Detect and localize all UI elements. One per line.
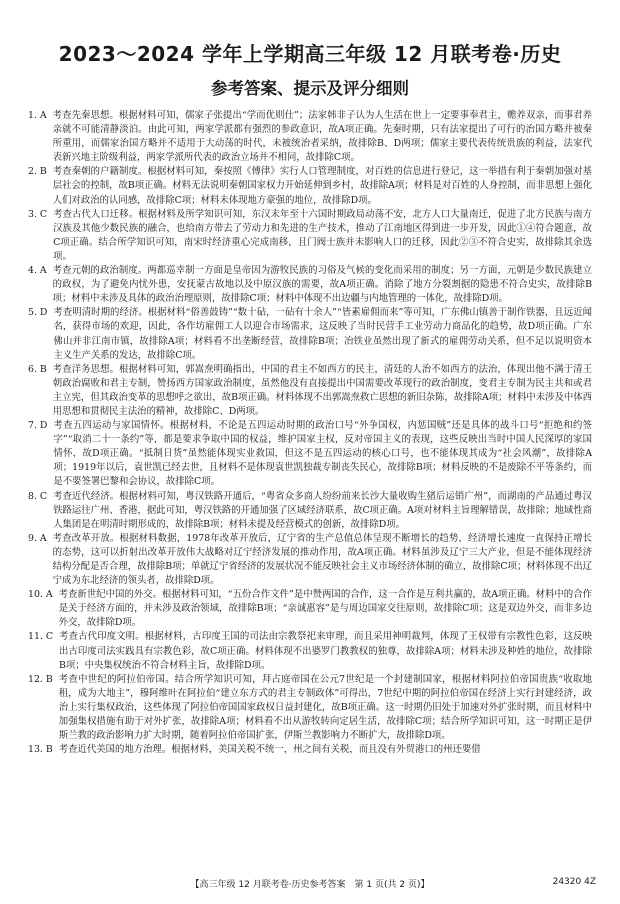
- answer-explanation: 考查近代美国的地方治理。根据材料，美国关税不统一，州之间有关税，而且没有外贸港口的州还要借: [58, 744, 481, 756]
- answer-item-9: [28, 532, 592, 588]
- answer-item-13: [28, 743, 592, 757]
- answer-number: 12. B: [28, 673, 59, 685]
- answer-number: 4. A: [28, 265, 53, 277]
- answer-number: 6. B: [28, 363, 53, 375]
- answer-explanation: 考查改革开放。根据材料数据，1978年改革开放后，辽宁省的生产总值总体呈现不断增长的趋势，经济增长速度一直保持正增长的态势，这可以折射出改革开放伟大战略对辽宁经济发展的推动作用，故A项正确。材料虽涉及辽宁三大产业，但是不能体现经济结构分配是否合理，故排除B项；单就辽宁省经济的发展状况不能反映社会主义市场经济体制的确立，故排除C项；材料体现不出辽宁成为东北经济的领头者，故排除D项。: [52, 532, 592, 587]
- answer-number: 5. D: [28, 307, 54, 319]
- answer-item-1: [28, 109, 592, 165]
- answer-explanation: 考查五四运动与家国情怀。根据材料，不论是五四运动时期的政治口号“外争国权，内惩国贼”还是具体的战斗口号“拒绝和约签字”“取消二十一条约”等，都是要求争取中国的权益，维护国家主权，反对帝国主义的表现，这些反映出当时中国人民深厚的家国情怀，故D项正确。“抵制日货”虽然能体现实业救国，但这不是五四运动的核心口号，也不能体现其成为“社会风潮”，故排除A项；1919年以后，袁世凯已经去世，且材料不是体现袁世凯独裁专制丧失民心，故排除B项；材料反映的不是废除不平等条约，而是不要签署巴黎和会协议，故排除C项。: [53, 420, 592, 488]
- answer-number: 9. A: [28, 532, 53, 544]
- page-subtitle: 参考答案、提示及评分细则: [211, 79, 409, 98]
- answer-explanation: 考查元朝的政治制度。两都巡幸制一方面是皇帝因为游牧民族的习俗及气候的变化而采用的制度；另一方面，元朝是少数民族建立的政权，为了避免内忧外患，安抚蒙古故地以及中原汉族的需要，故A项正确。消除了地方分裂割据的隐患不符合史实，故排除B项；材料中未涉及具体的政治治理原则，故排除C项；材料中体现不出边疆与内地管理的一体化，故排除D项。: [52, 265, 592, 305]
- answer-number: 7. D: [28, 420, 54, 432]
- answer-number: 3. C: [28, 208, 54, 220]
- answer-explanation: 考查明清时期的经济。根据材料“俗善鼓铸”“数十砧，一砧有十余人”“皆素雇佣而来”等可知，广东佛山镇善于制作铁器，且远近闻名，获得市场的欢迎，因此，各作坊雇佣工人以迎合市场需求，这反映了当时民营手工业劳动力商品化的趋势，故D项正确。广东佛山并非江南市镇，故排除A项；材料看不出垄断经营，故排除B项；冶铁业虽然出现了新式的雇佣劳动关系，但不足以说明资本主义生产关系的发达，故排除C项。: [53, 307, 592, 361]
- answer-number: 10. A: [28, 589, 59, 601]
- page-footer: [0, 877, 620, 891]
- answer-explanation: 考查古代印度文明。根据材料，古印度王国的司法由宗教祭祀来审理，而且采用神明裁判，体现了王权带有宗教性色彩，这反映出古印度司法实践具有宗教色彩，故C项正确。材料体现不出婆罗门教教权的独尊，故排除A项；材料未涉及种姓的地位，故排除B项；中央集权统治不符合材料主旨，故排除D项。: [59, 631, 592, 671]
- answer-explanation: 考查中世纪的阿拉伯帝国。结合所学知识可知，拜占庭帝国在公元7世纪是一个封建制国家，根据材料阿拉伯帝国贵族“收取地租，成为大地主”，穆阿维叶在阿拉伯“建立东方式的君主专制政体”可得出，7世纪中期的阿拉伯帝国在经济上实行封建经济，政治上实行集权政治，这些体现了阿拉伯帝国国家政权日益封建化，故B项正确。这一时期仍旧处于加速对外扩张时期，而且材料中加强集权措施有助于对外扩张，故排除A项；材料看不出从游牧转向定居生活，故排除C项；结合所学知识可知，这一时期正是伊斯兰教的政治影响力扩大时期，随着阿拉伯帝国扩张，伊斯兰教影响力不断扩大，故排除D项。: [58, 673, 592, 742]
- answer-item-2: [28, 165, 592, 207]
- answer-list: [28, 109, 592, 757]
- answer-number: 8. C: [28, 490, 54, 502]
- answer-explanation: 考查古代人口迁移。根据材料及所学知识可知，东汉末年至十六国时期政局动荡不安，北方人口大量南迁，促进了北方民族与南方汉族及其他少数民族的融合，也给南方带去了劳动力和先进的生产技术，推动了江南地区得到进一步开发，因此①④符合题意，故C项正确。结合所学知识可知，南宋时经济重心完成南移，且门阀士族并未影响人口的迁移，因此②③不符合史实，故排除其余选项。: [53, 208, 592, 262]
- answer-item-11: [28, 630, 592, 672]
- answer-explanation: 考查新世纪中国的外交。根据材料可知，“五份合作文件”是中赞两国的合作，这一合作是互利共赢的，故A项正确。材料中的合作是关于经济方面的，并未涉及政治领域，故排除B项；“亲诚惠容”是与周边国家交往原则，故排除C项；这是双边外交，而非多边外交，故排除D项。: [58, 589, 592, 629]
- answer-number: 1. A: [28, 110, 53, 121]
- answer-explanation: 考查先秦思想。根据材料可知，儒家子张提出“学而优则仕”；法家韩非子认为人生活在世上一定要事奉君主，赡养双亲，而事君养亲就不可能清静淡泊。由此可知，两家学派都有强烈的参政意识，故A项正确。先秦时期，只有法家提出了可行的治国方略并被秦所重用，而儒家治国方略并不适用于大动荡的时代，未被统治者采纳，故排除B、D两项；儒家主要代表传统贵族的利益，法家代表新兴地主阶级利益，两家学派所代表的政治立场并不相同，故排除C项。: [52, 110, 592, 164]
- answer-number: 11. C: [28, 631, 60, 643]
- answer-number: 13. B: [28, 744, 59, 756]
- answer-explanation: 考查近代经济。根据材料可知，粤汉铁路开通后，“粤省众多商人纷纷前来长沙大量收购生猪后运销广州”，而湖南的产品通过粤汉铁路运往广州、香港，据此可知，粤汉铁路的开通加强了区域经济联系，故C项正确。A项对材料主旨理解错误，故排除；地域性商人集团是在明清时期形成的，故排除B项；材料未提及经营模式的创新，故排除D项。: [53, 490, 593, 530]
- answer-item-6: [28, 363, 592, 419]
- answer-item-3: [28, 208, 592, 264]
- answer-explanation: 考查秦朝的户籍制度。根据材料可知，秦按照《傅律》实行人口管理制度，对百姓的信息进行登记，这一举措有利于秦朝加强对基层社会的控制，故B项正确。材料无法说明秦朝国家权力开始延伸到乡村，故排除A项；材料是对百姓的人身控制，而非思想上强化人们对政治的认同感，故排除C项；材料未体现地方豪强的地位，故排除D项。: [52, 166, 592, 206]
- footer-page-info: 【高三年级 12 月联考卷·历史参考答案 第 1 页(共 2 页)】: [190, 880, 430, 890]
- answer-item-7: [28, 419, 592, 489]
- footer-exam-code: 24320 4Z: [552, 877, 596, 887]
- answer-item-5: [28, 306, 592, 362]
- page-title: 2023～2024 学年上学期高三年级 12 月联考卷·历史: [58, 42, 562, 66]
- answer-number: 2. B: [28, 166, 53, 178]
- answer-item-8: [28, 490, 592, 532]
- answer-item-4: [28, 264, 592, 306]
- answer-explanation: 考查洋务思想。根据材料可知，郭嵩焘明确指出，中国的君主不如西方的民主，清廷的人治不如西方的法治，体现出他不满于清王朝政治腐败和君主专制，赞扬西方国家政治制度，虽然他没有直接提出中国需要改革现行的政治制度，变君主专制为民主共和或君主立宪，但其政治变革的思想呼之欲出，故B项正确。材料体现不出郭嵩焘救亡思想的新旧杂陈，故排除A项；材料中未涉及中体西用思想和贯彻民主法治的精神，故排除C、D两项。: [52, 363, 592, 417]
- answer-item-10: [28, 588, 592, 630]
- answer-item-12: [28, 673, 592, 743]
